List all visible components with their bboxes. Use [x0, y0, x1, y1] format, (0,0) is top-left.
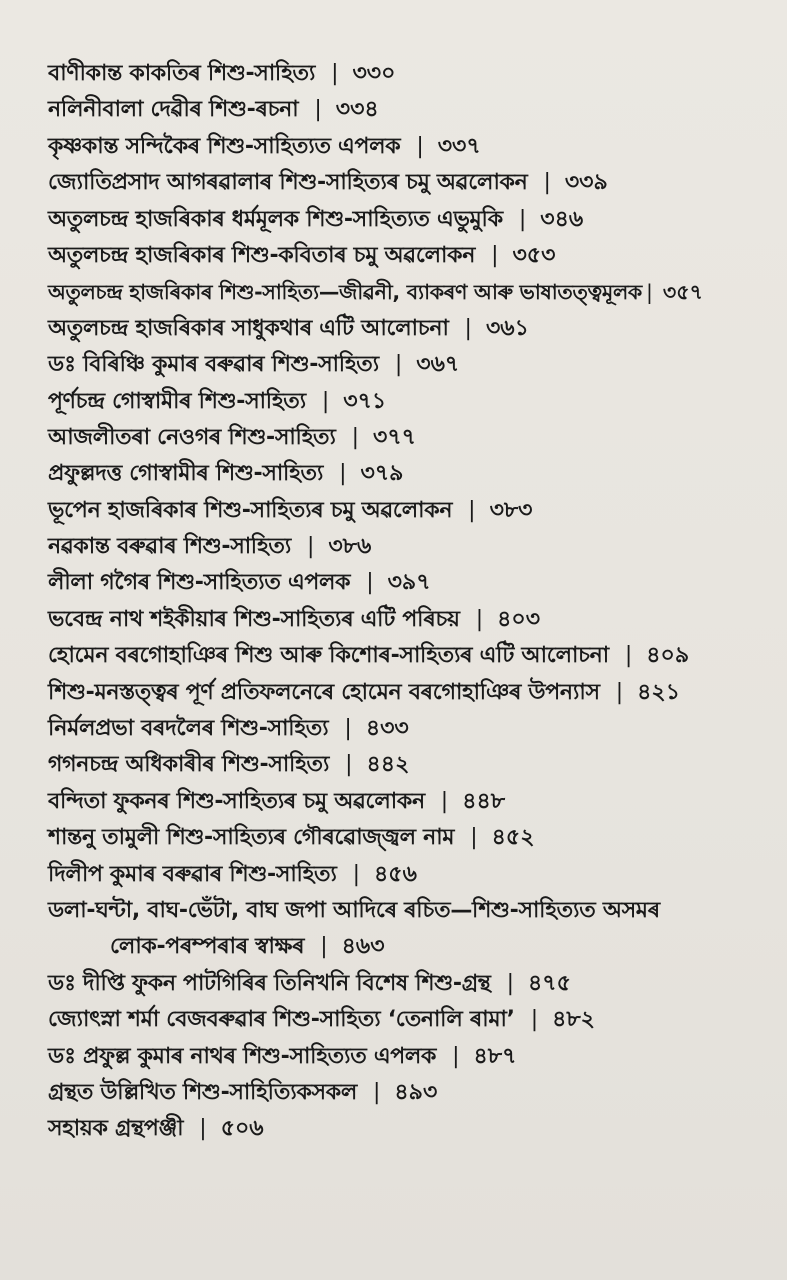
- toc-entry: [48, 311, 776, 347]
- entry-separator: |: [352, 861, 361, 887]
- entry-page-number: ৪৩৩: [365, 716, 409, 742]
- entry-title: ডঃ দীপ্তি ফুকন পাটগিৰিৰ তিনিখনি বিশেষ শিশু-গ্ৰন্থ: [48, 970, 491, 996]
- entry-title: সহায়ক গ্ৰন্থপঞ্জী: [48, 1116, 184, 1142]
- entry-page-number: ৪৭৫: [527, 970, 571, 996]
- entry-page-number: ৩৯৭: [387, 570, 431, 596]
- entry-title: বন্দিতা ফুকনৰ শিশু-সাহিত্যৰ চমু অৱলোকন: [48, 788, 425, 814]
- entry-separator: |: [491, 242, 499, 268]
- entry-page-number: ৪৮২: [552, 1007, 595, 1033]
- toc-entry: [48, 711, 776, 747]
- toc-entry: [48, 384, 776, 420]
- entry-separator: |: [624, 643, 633, 669]
- entry-separator: |: [543, 170, 551, 196]
- toc-entry: [48, 966, 776, 1002]
- entry-title: হোমেন বৰগোহাঞিৰ শিশু আৰু কিশোৰ-সাহিত্যৰ এটি আলোচনা: [48, 643, 609, 669]
- entry-title: জ্যোতিপ্ৰসাদ আগৰৱালাৰ শিশু-সাহিত্যৰ চমু অৱলোকন: [48, 170, 528, 196]
- entry-title: পূৰ্ণচন্দ্ৰ গোস্বামীৰ শিশু-সাহিত্য: [48, 388, 306, 414]
- entry-title: নলিনীবালা দেৱীৰ শিশু-ৰচনা: [48, 97, 299, 123]
- toc-entry: [48, 238, 776, 274]
- entry-separator: |: [351, 424, 360, 450]
- toc-entry: [48, 747, 776, 783]
- toc-entry: [48, 857, 776, 893]
- entry-title: লোক-পৰম্পৰাৰ স্বাক্ষৰ: [110, 934, 305, 960]
- entry-page-number: ৩৭৯: [360, 461, 404, 487]
- entry-title: গ্ৰন্থত উল্লিখিত শিশু-সাহিত্যিকসকল: [48, 1079, 357, 1105]
- entry-page-number: ৩৮৬: [328, 534, 372, 560]
- entry-separator: |: [321, 388, 330, 414]
- toc-entry: [48, 1075, 776, 1111]
- entry-title: বাণীকান্ত কাকতিৰ শিশু-সাহিত্য: [48, 61, 316, 86]
- entry-page-number: ৩৭১: [343, 388, 387, 414]
- entry-page-number: ৪৪৮: [462, 788, 506, 814]
- toc-entry: [48, 638, 776, 674]
- toc-entry: [48, 202, 776, 238]
- toc-entry: [48, 820, 776, 856]
- entry-separator: |: [199, 1116, 207, 1142]
- entry-title: দিলীপ কুমাৰ বৰুৱাৰ শিশু-সাহিত্য: [48, 861, 337, 887]
- entry-page-number: ৩৫৭: [662, 280, 703, 305]
- entry-separator: |: [468, 497, 476, 523]
- entry-title: প্ৰফুল্লদত্ত গোস্বামীৰ শিশু-সাহিত্য: [48, 461, 324, 487]
- toc-entry: [48, 347, 776, 383]
- toc-entry: [48, 1111, 776, 1147]
- entry-page-number: ৩৪৬: [540, 206, 584, 232]
- entry-page-number: ৩৩৪: [335, 97, 379, 123]
- entry-title: নৱকান্ত বৰুৱাৰ শিশু-সাহিত্য: [48, 534, 291, 560]
- toc-entry: [48, 165, 776, 201]
- entry-title: জ্যোৎস্না শৰ্মা বেজবৰুৱাৰ শিশু-সাহিত্য ‘তেনালি ৰামা’: [48, 1007, 515, 1033]
- toc-entry: [48, 1002, 776, 1038]
- entry-title: কৃষ্ণকান্ত সন্দিকৈৰ শিশু-সাহিত্যত এপলক: [48, 133, 401, 159]
- toc-entry: [48, 784, 776, 820]
- toc-entry: [48, 602, 776, 638]
- toc-entry: [48, 129, 776, 165]
- entry-page-number: ৪০৯: [646, 643, 690, 669]
- entry-separator: |: [416, 133, 424, 159]
- entry-title: লীলা গগৈৰ শিশু-সাহিত্যত এপলক: [48, 570, 351, 596]
- entry-page-number: ৩৩৯: [564, 170, 608, 196]
- entry-separator: |: [339, 461, 347, 487]
- entry-separator: |: [320, 934, 328, 960]
- toc-entry: [48, 92, 776, 128]
- entry-title: আজলীতৰা নেওগৰ শিশু-সাহিত্য: [48, 424, 336, 450]
- entry-separator: |: [331, 61, 339, 86]
- toc-entry: [48, 420, 776, 456]
- toc-entry: [48, 565, 776, 601]
- entry-page-number: ৪৪২: [366, 752, 410, 778]
- entry-separator: |: [470, 825, 478, 851]
- toc-entry: [48, 893, 776, 929]
- entry-page-number: ৩৬১: [485, 315, 529, 341]
- entry-title: গগনচন্দ্ৰ অধিকাৰীৰ শিশু-সাহিত্য: [48, 752, 330, 778]
- entry-page-number: ৪৫২: [491, 825, 535, 851]
- table-of-contents: [48, 56, 776, 1148]
- entry-separator: |: [530, 1007, 539, 1033]
- entry-title: শিশু-মনস্তত্ত্বৰ পূৰ্ণ প্ৰতিফলনেৰে হোমেন বৰগোহাঞিৰ উপন্যাস: [48, 679, 600, 705]
- entry-title: ভূপেন হাজৰিকাৰ শিশু-সাহিত্যৰ চমু অৱলোকন: [48, 497, 453, 523]
- entry-title: অতুলচন্দ্ৰ হাজৰিকাৰ সাধুকথাৰ এটি আলোচনা: [48, 315, 449, 341]
- entry-separator: |: [394, 352, 403, 378]
- entry-separator: |: [344, 716, 352, 742]
- entry-title: ডঃ বিৰিঞ্চি কুমাৰ বৰুৱাৰ শিশু-সাহিত্য: [48, 352, 379, 378]
- entry-page-number: ৩৩০: [352, 61, 396, 86]
- entry-page-number: ৩৩৭: [437, 133, 481, 159]
- entry-separator: |: [366, 570, 374, 596]
- entry-separator: |: [475, 606, 484, 632]
- entry-page-number: ৪২১: [637, 679, 680, 705]
- entry-title: অতুলচন্দ্ৰ হাজৰিকাৰ শিশু-সাহিত্য—জীৱনী, ব্যাকৰণ আৰু ভাষাতত্ত্বমূলক: [48, 280, 642, 305]
- entry-separator: |: [464, 315, 472, 341]
- entry-page-number: ৩৭৭: [373, 424, 416, 450]
- entry-separator: |: [440, 788, 449, 814]
- entry-page-number: ৪৯৩: [394, 1079, 438, 1105]
- entry-title: অতুলচন্দ্ৰ হাজৰিকাৰ শিশু-কবিতাৰ চমু অৱলোকন: [48, 242, 476, 268]
- entry-page-number: ৪০৩: [497, 606, 540, 632]
- entry-title: ডঃ প্ৰফুল্ল কুমাৰ নাথৰ শিশু-সাহিত্যত এপলক: [48, 1043, 437, 1069]
- entry-page-number: ৪৮৭: [473, 1043, 517, 1069]
- entry-separator: |: [452, 1043, 460, 1069]
- entry-title: নিৰ্মলপ্ৰভা বৰদলৈৰ শিশু-সাহিত্য: [48, 716, 329, 742]
- entry-separator: |: [518, 206, 527, 232]
- entry-title: ডলা-ঘন্টা, বাঘ-ভেঁটা, বাঘ জপা আদিৰে ৰচিত—শিশু-সাহিত্যত অসমৰ: [48, 897, 660, 923]
- entry-title: অতুলচন্দ্ৰ হাজৰিকাৰ ধৰ্মমূলক শিশু-সাহিত্যত এভুমুকি: [48, 206, 503, 232]
- entry-page-number: ৩৬৭: [416, 352, 460, 378]
- toc-entry: [48, 456, 776, 492]
- entry-page-number: ৪৬৩: [341, 934, 385, 960]
- entry-separator: |: [645, 280, 653, 305]
- entry-page-number: ৩৫৩: [512, 242, 556, 268]
- toc-entry: [48, 529, 776, 565]
- entry-page-number: ৫০৬: [220, 1116, 264, 1142]
- toc-entry: [48, 56, 776, 92]
- entry-page-number: ৪৫৬: [374, 861, 417, 887]
- entry-separator: |: [372, 1079, 381, 1105]
- entry-page-number: ৩৮৩: [489, 497, 533, 523]
- entry-separator: |: [314, 97, 322, 123]
- toc-entry: [48, 274, 776, 310]
- entry-separator: |: [345, 752, 353, 778]
- toc-entry: [48, 493, 776, 529]
- entry-separator: |: [506, 970, 514, 996]
- toc-entry: [48, 1039, 776, 1075]
- entry-separator: |: [615, 679, 624, 705]
- entry-separator: |: [306, 534, 315, 560]
- toc-entry-continuation: [48, 929, 776, 965]
- toc-entry: [48, 675, 776, 711]
- entry-title: শান্তনু তামুলী শিশু-সাহিত্যৰ গৌৰৱোজ্জ্বল নাম: [48, 825, 455, 851]
- entry-title: ভবেন্দ্ৰ নাথ শইকীয়াৰ শিশু-সাহিত্যৰ এটি পৰিচয়: [48, 606, 460, 632]
